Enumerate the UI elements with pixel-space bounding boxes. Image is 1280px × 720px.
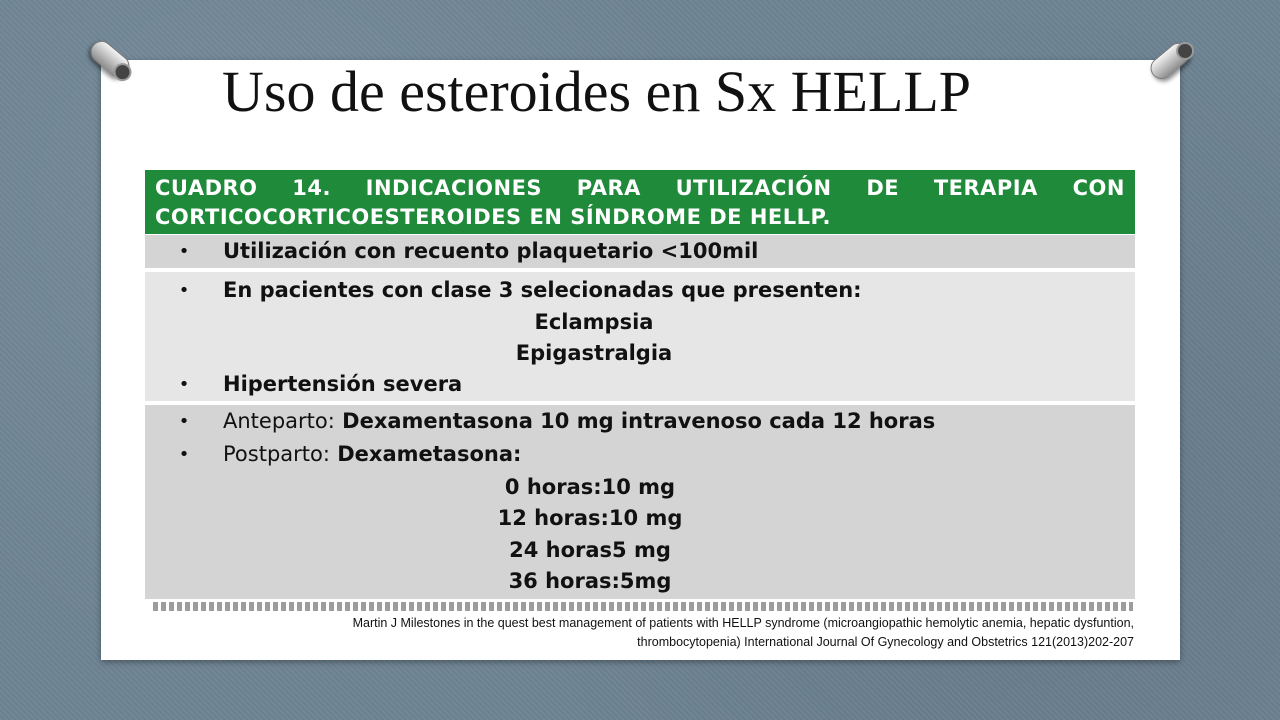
list-item-label: Anteparto:: [223, 409, 335, 433]
list-item-text: En pacientes con clase 3 selecionadas que presenten:: [223, 278, 862, 302]
list-item: [145, 372, 462, 396]
table-image: [131, 160, 1145, 611]
list-item: [145, 442, 521, 466]
list-item: [145, 278, 862, 302]
citation: [234, 614, 1134, 652]
bullet-icon: •: [178, 410, 190, 432]
bullet-icon: •: [178, 443, 190, 465]
table-row: [145, 405, 1135, 601]
dose-line: 36 horas:5mg: [508, 569, 672, 593]
list-item-text: Utilización con recuento plaquetario <100mil: [223, 239, 759, 263]
citation-line: Martin J Milestones in the quest best management of patients with HELLP syndrome (microangiopathic hemolytic anemia, hepatic dysfuntion,: [352, 616, 1134, 630]
list-item-text: Dexamentasona 10 mg intravenoso cada 12 horas: [334, 409, 936, 433]
table-row: [145, 272, 1135, 403]
citation-line: thrombocytopenia) International Journal Of Gynecology and Obstetrics 121(2013)202-207: [637, 635, 1134, 649]
list-item-label: Postparto:: [223, 442, 330, 466]
list-item-text: Hipertensión severa: [223, 372, 463, 396]
header-word: TERAPIA: [933, 176, 1038, 200]
list-item: [145, 409, 935, 433]
list-item: [145, 239, 758, 263]
table-header: [145, 170, 1135, 234]
table-header-line1: [155, 174, 1125, 203]
header-word: CUADRO: [155, 176, 258, 200]
dose-line: 12 horas:10 mg: [497, 506, 683, 530]
header-word: PARA: [576, 176, 641, 200]
bullet-icon: •: [178, 279, 190, 301]
dose-line: 0 horas:10 mg: [504, 475, 676, 499]
sub-item: Eclampsia: [534, 310, 654, 334]
header-word: CON: [1072, 176, 1125, 200]
dose-line: 24 horas5 mg: [509, 538, 671, 562]
header-word: UTILIZACIÓN: [675, 176, 832, 200]
bullet-icon: •: [178, 240, 190, 262]
header-word: DE: [866, 176, 900, 200]
bullet-icon: •: [178, 373, 190, 395]
header-word: INDICACIONES: [365, 176, 543, 200]
header-word: 14.: [292, 176, 331, 200]
table-header-line2: CORTICOCORTICOESTEROIDES EN SÍNDROME DE HELLP.: [155, 205, 832, 229]
slide-title: Uso de esteroides en Sx HELLP: [222, 59, 972, 124]
cropped-footnote-strip: [153, 602, 1133, 611]
table-row: [145, 235, 1135, 270]
list-item-text: Dexametasona:: [329, 442, 522, 466]
sub-item: Epigastralgia: [515, 341, 673, 365]
